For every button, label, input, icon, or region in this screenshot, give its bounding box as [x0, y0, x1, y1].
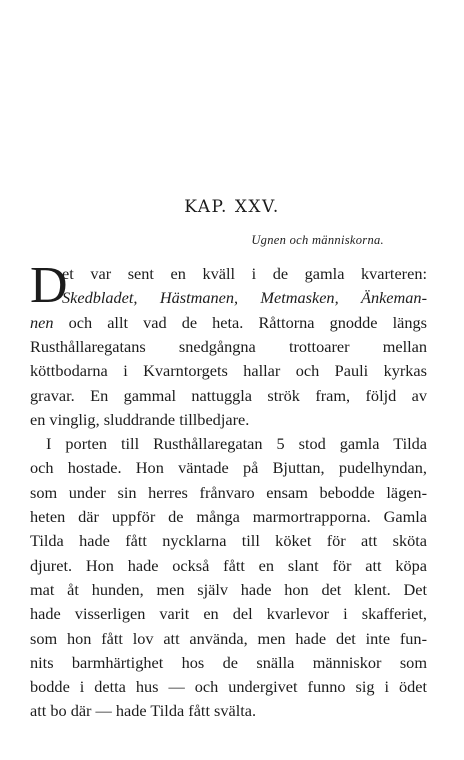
drop-cap: D — [30, 257, 68, 314]
text-segment: som hon fått lov att använda, men hade det inte fun- — [30, 628, 427, 648]
text-line — [30, 432, 427, 456]
text-line — [30, 651, 427, 675]
text-segment: nits barmhärtighet hos de snälla människor som — [30, 652, 427, 672]
text-segment: mat åt hunden, men själv hade hon det klent. Det — [30, 579, 427, 599]
text-line — [30, 602, 427, 626]
text-segment: I porten till Rusthållaregatan 5 stod gamla Tilda — [46, 434, 427, 454]
text-line — [30, 335, 427, 359]
text-line — [30, 408, 427, 432]
text-segment: och allt vad de heta. Råttorna gnodde längs — [53, 312, 427, 332]
text-line — [30, 699, 427, 723]
italic-text-segment: Skedbladet, Hästmanen, Metmasken, Änkeman- — [62, 288, 427, 308]
text-line — [62, 286, 427, 310]
text-segment: och hostade. Hon väntade på Bjuttan, pudelhyndan, — [30, 458, 427, 478]
text-line — [30, 384, 427, 408]
text-segment: en vinglig, sluddrande tillbedjare. — [30, 409, 250, 429]
text-segment: att bo där — hade Tilda fått svälta. — [30, 701, 257, 721]
chapter-subtitle: Ugnen och människorna. — [251, 233, 384, 247]
text-segment: som under sin herres frånvaro ensam bebodde lägen- — [30, 482, 427, 502]
text-line — [30, 627, 427, 651]
text-line — [30, 578, 427, 602]
chapter-title: KAP. XXV. — [184, 197, 280, 217]
text-line — [30, 505, 427, 529]
text-line — [30, 456, 427, 480]
text-line — [30, 481, 427, 505]
text-line — [30, 359, 427, 383]
text-segment: köttbodarna i Kvarntorgets hallar och Pauli kyrkas — [30, 361, 427, 381]
text-segment: gravar. En gammal nattuggla strök fram, följd av — [30, 385, 427, 405]
text-segment: et var sent en kväll i de gamla kvarteren: — [62, 264, 427, 283]
text-line — [30, 529, 427, 553]
text-line — [30, 675, 427, 699]
text-line — [30, 311, 427, 335]
italic-text-segment: nen — [30, 312, 54, 332]
text-segment: heten där uppför de många marmortrapporna. Gamla — [30, 507, 427, 526]
text-segment: djuret. Hon hade också fått en slant för att köpa — [30, 555, 427, 575]
text-line — [30, 554, 427, 578]
text-segment: bodde i detta hus — och undergivet funno sig i ödet — [30, 677, 427, 697]
text-line — [62, 262, 427, 286]
text-segment: Tilda hade fått nycklarna till köket för att sköta — [30, 531, 427, 551]
text-segment: hade visserligen varit en del kvarlevor i skafferiet, — [30, 604, 427, 624]
text-segment: Rusthållaregatans snedgångna trottoarer mellan — [30, 336, 427, 356]
